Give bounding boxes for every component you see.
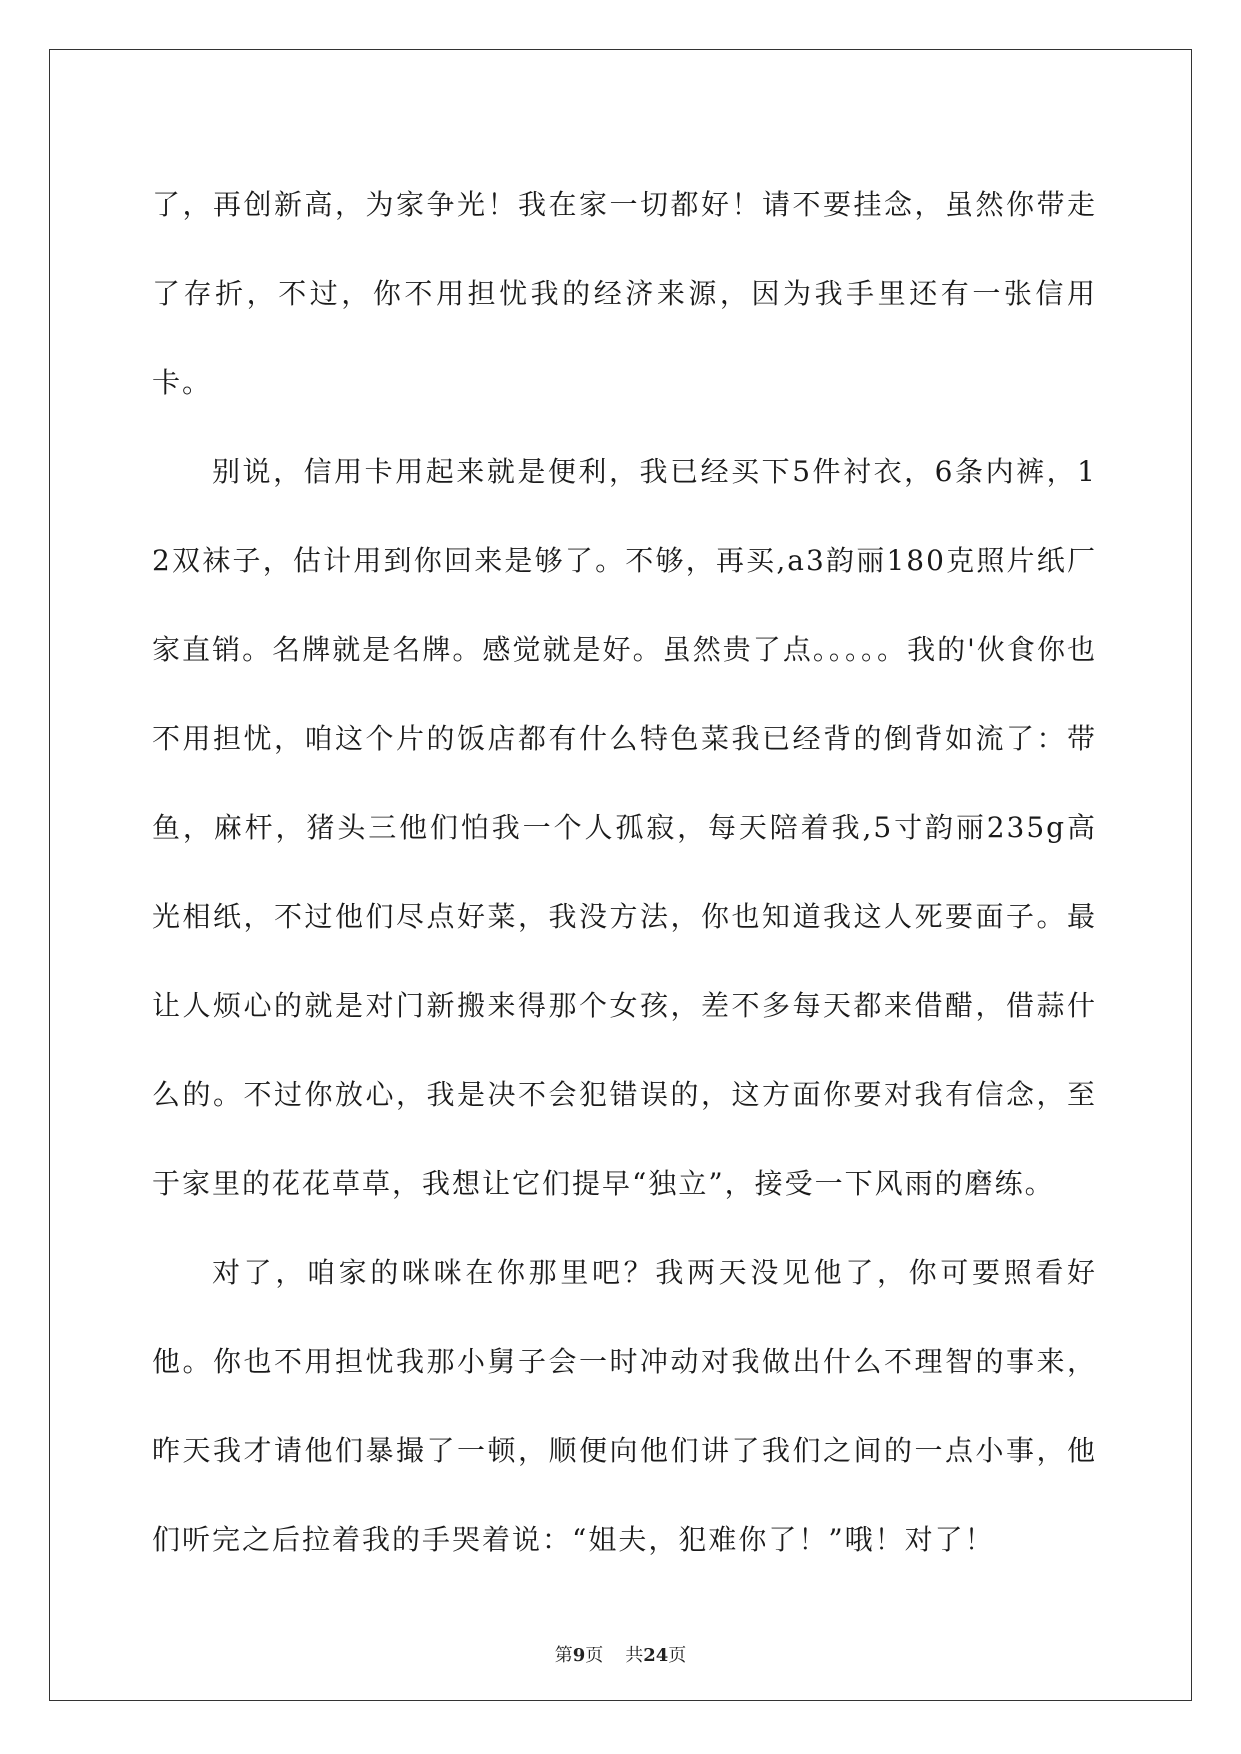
page-total: 24 xyxy=(643,1645,669,1666)
paragraph-3: 对了，咱家的咪咪在你那里吧？我两天没见他了，你可要照看好他。你也不用担忧我那小舅子会一时冲动对我做出什么不理智的事来，昨天我才请他们暴撮了一顿，顺便向他们讲了我们之间的一点小事，他们听完之后拉着我的手哭着说：“姐夫，犯难你了！”哦！对了！ xyxy=(152,1256,1097,1556)
page-current: 9 xyxy=(572,1645,586,1666)
page-unit: 页 xyxy=(585,1645,604,1666)
paragraph-2: 别说，信用卡用起来就是便利，我已经买下5件衬衣，6条内裤，12双袜子，估计用到你回来是够了。不够，再买,a3韵丽180克照片纸厂家直销。名牌就是名牌。感觉就是好。虽然贵了点。。。。。我的'伙食你也不用担忧，咱这个片的饭店都有什么特色菜我已经背的倒背如流了：带鱼，麻杆，猪头三他们怕我一个人孤寂，每天陪着我,5寸韵丽235g高光相纸，不过他们尽点好菜，我没方法，你也知道我这人死要面子。最让人烦心的就是对门新搬来得那个女孩，差不多每天都来借醋，借蒜什么的。不过你放心，我是决不会犯错误的，这方面你要对我有信念，至于家里的花花草草，我想让它们提早“独立”，接受一下风雨的磨练。 xyxy=(152,455,1097,1200)
paragraph-1: 了，再创新高，为家争光！我在家一切都好！请不要挂念，虽然你带走了存折，不过，你不用担忧我的经济来源，因为我手里还有一张信用卡。 xyxy=(152,188,1097,399)
total-unit: 页 xyxy=(668,1645,687,1666)
page-prefix: 第 xyxy=(554,1645,573,1666)
page-footer xyxy=(0,1641,1241,1667)
document-body xyxy=(152,160,1097,1584)
total-prefix: 共 xyxy=(625,1645,644,1666)
